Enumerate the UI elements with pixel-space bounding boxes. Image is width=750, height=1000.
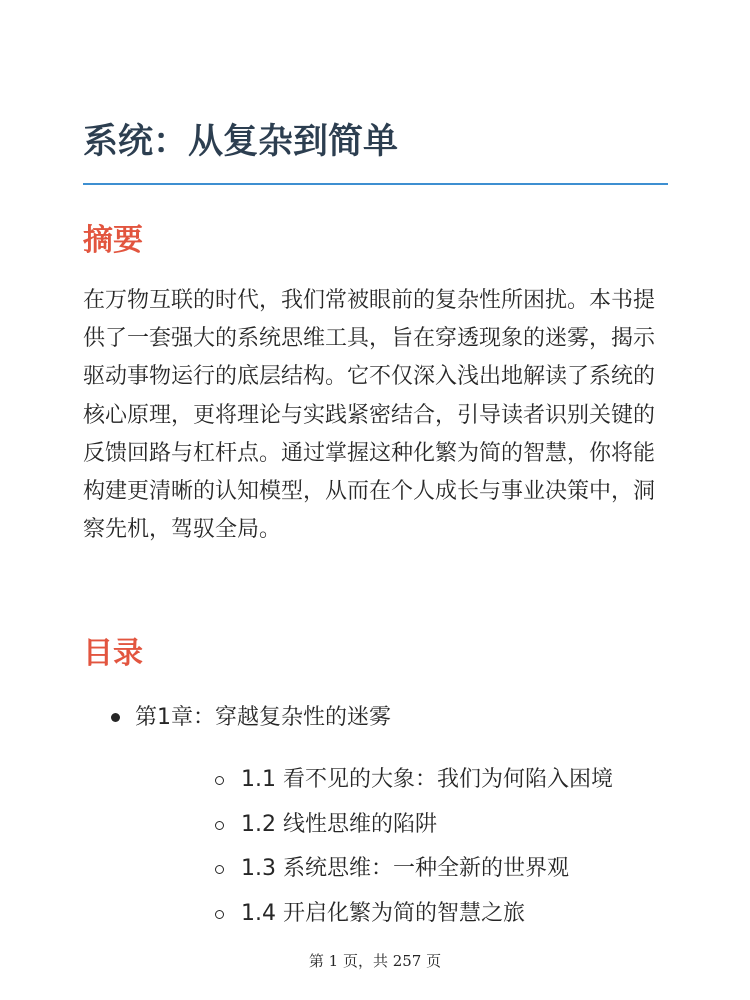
table-of-contents: [83, 700, 668, 936]
toc-section-label: 1.3 系统思维：一种全新的世界观: [241, 856, 569, 881]
toc-chapter-1: [83, 700, 668, 936]
toc-section-label: 1.4 开启化繁为简的智慧之旅: [241, 900, 525, 926]
toc-chapter-label: 第1章：穿越复杂性的迷雾: [135, 705, 391, 730]
toc-section-1-4: [135, 892, 668, 937]
toc-section-1-2: [135, 803, 668, 848]
bullet-circle-icon: [215, 865, 224, 874]
bullet-circle-icon: [215, 910, 224, 919]
bullet-disc-icon: [111, 713, 120, 722]
toc-section-1-3: [135, 847, 668, 892]
toc-chapter-1-sections: [135, 758, 668, 936]
bullet-circle-icon: [215, 821, 224, 830]
book-title: 系统：从复杂到简单: [83, 122, 399, 162]
toc-section-label: 1.2 线性思维的陷阱: [241, 811, 437, 837]
toc-heading: 目录: [83, 636, 143, 671]
summary-paragraph: 在万物互联的时代，我们常被眼前的复杂性所困扰。本书提供了一套强大的系统思维工具，旨在穿透现象的迷雾，揭示驱动事物运行的底层结构。它不仅深入浅出地解读了系统的核心原理，更将理论与实践紧密结合，引导读者识别关键的反馈回路与杠杆点。通过掌握这种化繁为简的智慧，你将能构建更清晰的认知模型，从而在个人成长与事业决策中，洞察先机，驾驭全局。: [83, 288, 656, 543]
page-number-footer: 第 1 页，共 257 页: [308, 952, 442, 970]
summary-heading: 摘要: [83, 223, 143, 258]
toc-section-label: 1.1 看不见的大象：我们为何陷入困境: [241, 767, 613, 792]
toc-section-1-1: [135, 758, 668, 803]
title-divider: [83, 183, 668, 185]
bullet-circle-icon: [215, 776, 224, 785]
